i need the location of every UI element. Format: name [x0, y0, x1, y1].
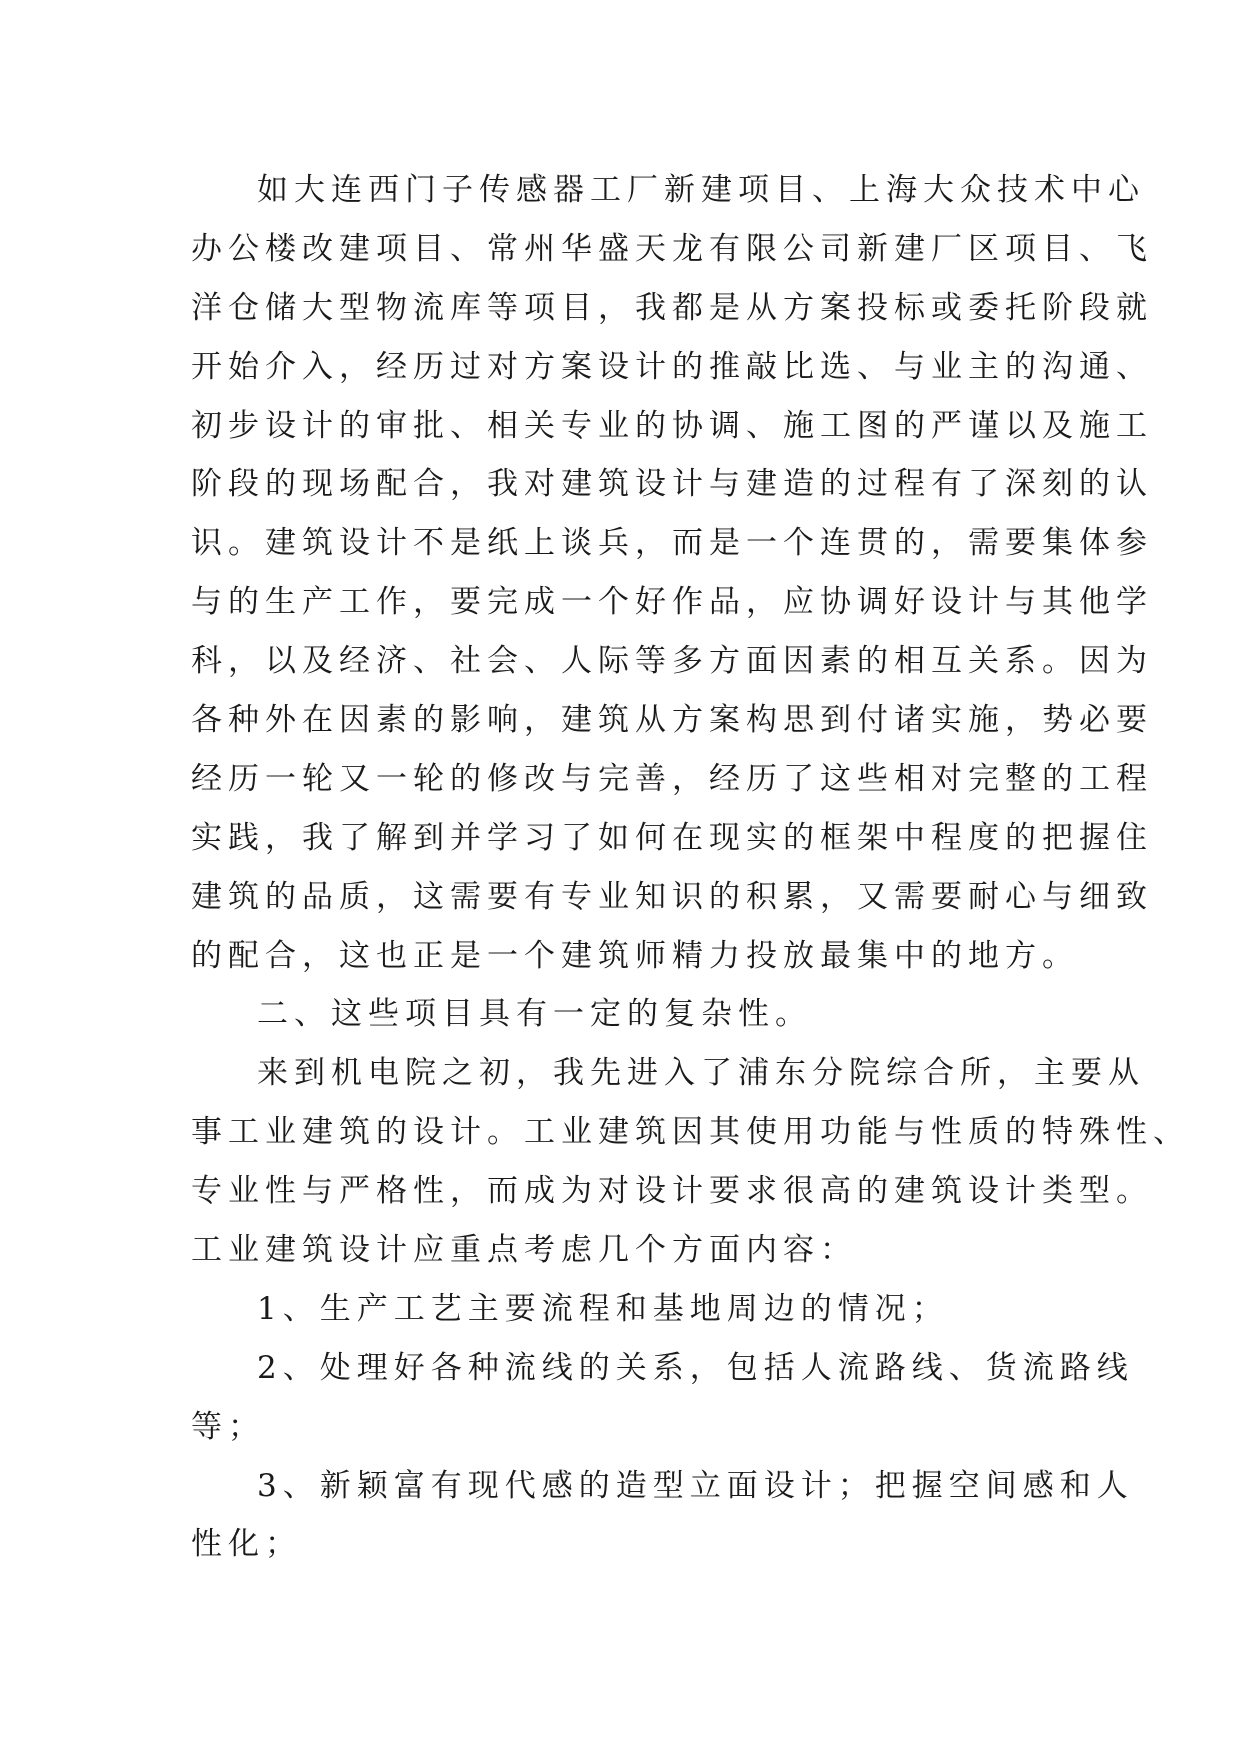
text-line: 识。建筑设计不是纸上谈兵，而是一个连贯的，需要集体参 [191, 525, 1153, 562]
text-line: 经历一轮又一轮的修改与完善，经历了这些相对完整的工程 [191, 760, 1153, 797]
text-line: 工业建筑设计应重点考虑几个方面内容： [191, 1232, 857, 1269]
text-line: 办公楼改建项目、常州华盛天龙有限公司新建厂区项目、飞 [191, 230, 1153, 267]
text-line: 如大连西门子传感器工厂新建项目、上海大众技术中心 [257, 172, 1145, 208]
body-text [191, 161, 1190, 1574]
text-line: 洋仓储大型物流库等项目，我都是从方案投标或委托阶段就 [191, 289, 1153, 326]
text-line: 与的生产工作，要完成一个好作品，应协调好设计与其他学 [191, 584, 1153, 621]
text-line: 专业性与严格性，而成为对设计要求很高的建筑设计类型。 [191, 1173, 1153, 1210]
text-line: 科，以及经济、社会、人际等多方面因素的相互关系。因为 [191, 643, 1153, 680]
text-line: 初步设计的审批、相关专业的协调、施工图的严谨以及施工 [191, 407, 1153, 444]
text-line: 的配合，这也正是一个建筑师精力投放最集中的地方。 [191, 937, 1079, 974]
list-item: 2、处理好各种流线的关系，包括人流路线、货流路线 [257, 1349, 1134, 1386]
text-line: 建筑的品质，这需要有专业知识的积累，又需要耐心与细致 [191, 878, 1153, 915]
text-line: 开始介入，经历过对方案设计的推敲比选、与业主的沟通、 [191, 348, 1153, 385]
section-heading: 二、这些项目具有一定的复杂性。 [257, 996, 812, 1033]
list-item: 1、生产工艺主要流程和基地周边的情况； [257, 1290, 949, 1327]
list-item-continuation: 性化； [191, 1526, 302, 1563]
text-line: 阶段的现场配合，我对建筑设计与建造的过程有了深刻的认 [191, 466, 1153, 503]
text-line: 各种外在因素的影响，建筑从方案构思到付诸实施，势必要 [191, 702, 1153, 739]
text-line: 来到机电院之初，我先进入了浦东分院综合所，主要从 [257, 1055, 1145, 1092]
list-item: 3、新颖富有现代感的造型立面设计；把握空间感和人 [257, 1467, 1134, 1504]
list-item-continuation: 等； [191, 1408, 265, 1445]
text-line: 事工业建筑的设计。工业建筑因其使用功能与性质的特殊性、 [191, 1114, 1190, 1151]
text-line: 实践，我了解到并学习了如何在现实的框架中程度的把握住 [191, 819, 1153, 856]
